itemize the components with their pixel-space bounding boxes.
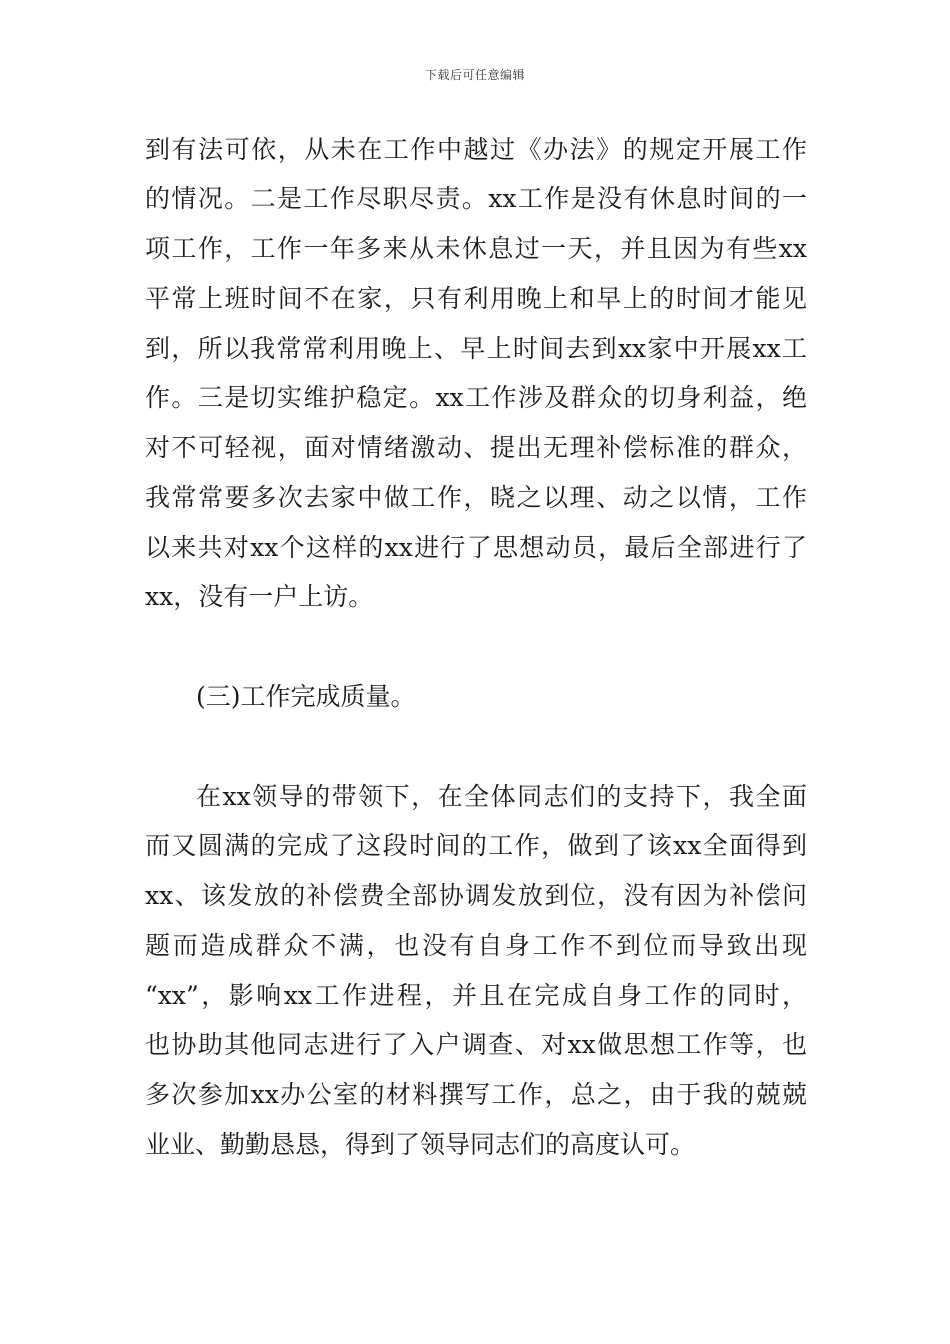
paragraph-line: 业业、勤勤恳恳，得到了领导同志们的高度认可。	[145, 1130, 696, 1159]
paragraph-line: 作。三是切实维护稳定。xx工作涉及群众的切身利益，绝	[145, 383, 807, 412]
paragraph-line: 项工作，工作一年多来从未休息过一天，并且因为有些xx	[145, 234, 807, 263]
paragraph-line: xx，没有一户上访。	[145, 582, 374, 611]
paragraph-line: 以来共对xx个这样的xx进行了思想动员，最后全部进行了	[145, 533, 807, 562]
paragraph-line: xx、该发放的补偿费全部协调发放到位，没有因为补偿问	[145, 881, 807, 910]
paragraph-line: 也协助其他同志进行了入户调查、对xx做思想工作等，也	[145, 1030, 807, 1059]
section-heading: (三)工作完成质量。	[196, 682, 416, 711]
paragraph-line: 到，所以我常常利用晚上、早上时间去到xx家中开展xx工	[145, 334, 807, 363]
paragraph-line: 对不可轻视，面对情绪激动、提出无理补偿标准的群众，	[145, 433, 807, 462]
paragraph-line: 题而造成群众不满，也没有自身工作不到位而导致出现	[145, 931, 807, 960]
paragraph-line: 我常常要多次去家中做工作，晓之以理、动之以情，工作	[145, 483, 807, 512]
paragraph-line: “xx”，影响xx工作进程，并且在完成自身工作的同时，	[145, 981, 807, 1010]
header-note: 下载后可任意编辑	[424, 68, 525, 82]
paragraph-line: 的情况。二是工作尽职尽责。xx工作是没有休息时间的一	[145, 184, 807, 213]
paragraph-line: 平常上班时间不在家，只有利用晚上和早上的时间才能见	[145, 284, 807, 313]
paragraph-line: 到有法可依，从未在工作中越过《办法》的规定开展工作	[145, 135, 807, 164]
paragraph-line: 在xx领导的带领下，在全体同志们的支持下，我全面	[196, 782, 807, 811]
paragraph-line: 多次参加xx办公室的材料撰写工作，总之，由于我的兢兢	[145, 1080, 807, 1109]
paragraph-line: 而又圆满的完成了这段时间的工作，做到了该xx全面得到	[145, 831, 807, 860]
